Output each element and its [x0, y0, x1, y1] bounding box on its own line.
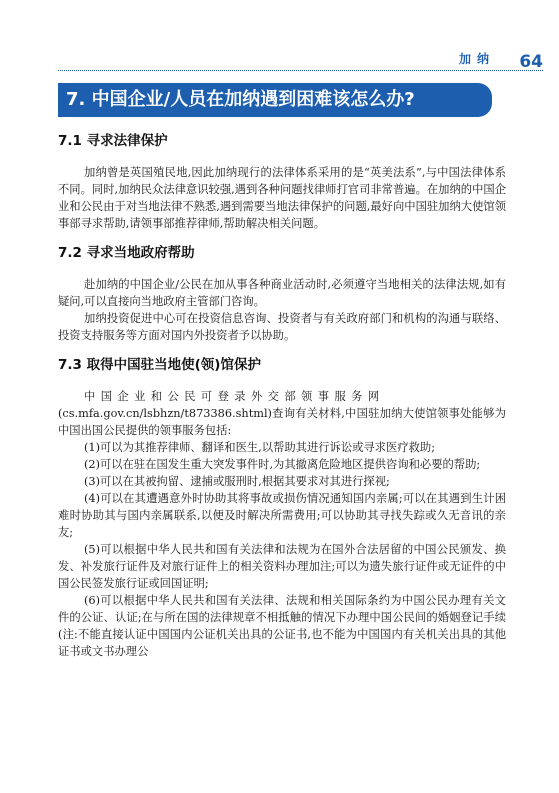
- header-divider: [58, 70, 543, 71]
- paragraph: 加纳曾是英国殖民地,因此加纳现行的法律体系采用的是“英美法系”,与中国法律体系不同。同时,加纳民众法律意识较强,遇到各种问题找律师打官司非常普遍。在加纳的中国企业和公民由于对当地法律不熟悉,遇到需要当地法律保护的问题,最好向中国驻加纳大使馆领事部寻求帮助,请领事部推荐律师,帮助解决相关问题。: [58, 166, 506, 230]
- section-heading: 7.2 寻求当地政府帮助: [58, 245, 195, 261]
- paragraph: (cs.mfa.gov.cn/lsbhzn/t873386.shtml)查询有关材料,中国驻加纳大使馆领事处能够为中国出国公民提供的领事服务包括:: [58, 407, 506, 437]
- page-content: [58, 128, 506, 660]
- list-item: (6)可以根据中华人民共和国有关法律、法规和相关国际条约为中国公民办理有关文件的公证、认证;在与所在国的法律规章不相抵触的情况下办理中国公民间的婚姻登记手续(注:不能直接认证中国国内公证机关出具的公证书,也不能为中国国内有关机关出具的其他证书或文书办理公: [58, 594, 506, 658]
- list-item: (2)可以在驻在国发生重大突发事件时,为其撤离危险地区提供咨询和必要的帮助;: [84, 458, 481, 471]
- paragraph: 中国企业和公民可登录外交部领事服务网: [84, 390, 385, 403]
- page-number: 64: [519, 52, 543, 72]
- list-item: (1)可以为其推荐律师、翻译和医生,以帮助其进行诉讼或寻求医疗救助;: [84, 441, 436, 454]
- list-item: (3)可以在其被拘留、逮捕或服刑时,根据其要求对其进行探视;: [84, 475, 390, 488]
- list-item: (5)可以根据中华人民共和国有关法律和法规为在国外合法居留的中国公民颁发、换发、补发旅行证件及对旅行证件上的相关资料办理加注;可以为遗失旅行证件或无证件的中国公民签发旅行证或回国证明;: [58, 543, 506, 590]
- paragraph: 赴加纳的中国企业/公民在加从事各种商业活动时,必须遵守当地相关的法律法规,如有疑问,可以直接向当地政府主管部门咨询。: [58, 278, 506, 308]
- chapter-title: 7. 中国企业/人员在加纳遇到困难该怎么办?: [58, 83, 492, 117]
- header-country-name: 加纳: [458, 52, 495, 66]
- section-heading: 7.1 寻求法律保护: [58, 133, 168, 149]
- list-item: (4)可以在其遭遇意外时协助其将事故或损伤情况通知国内亲属;可以在其遇到生计困难时协助其与国内亲属联系,以便及时解决所需费用;可以协助其寻找失踪或久无音讯的亲友;: [58, 492, 506, 539]
- paragraph: 加纳投资促进中心可在投资信息咨询、投资者与有关政府部门和机构的沟通与联络、投资支持服务等方面对国内外投资者予以协助。: [58, 312, 506, 342]
- section-heading: 7.3 取得中国驻当地使(领)馆保护: [58, 357, 261, 373]
